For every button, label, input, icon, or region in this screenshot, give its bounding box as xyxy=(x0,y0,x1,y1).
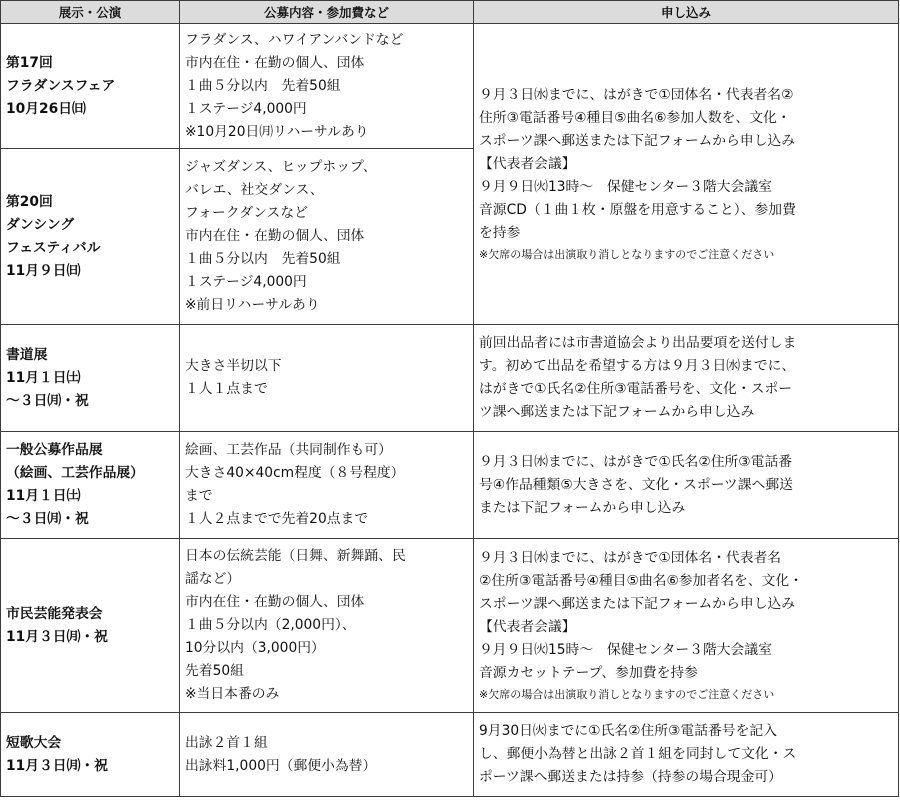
application-line: を持参 xyxy=(479,225,521,241)
details-line: １人１点まで xyxy=(185,381,268,397)
details-line: ※前日リハーサルあり xyxy=(185,297,320,313)
table-row xyxy=(1,325,899,432)
application-line: ９月９日㈫15時～ 保健センター３階大会議室 xyxy=(479,642,772,658)
application-line: はがきで①氏名②住所③電話番号を、文化・スポー xyxy=(479,381,793,397)
event-line: （絵画、工芸作品展） xyxy=(6,465,144,481)
application-cell xyxy=(474,539,899,713)
application-line: ②住所③電話番号④種目⑤曲名⑥参加者名を、文化・ xyxy=(479,573,803,589)
header-application: 申し込み xyxy=(474,1,899,24)
details-line: バレエ、社交ダンス、 xyxy=(185,182,324,198)
details-line: １ステージ4,000円 xyxy=(185,274,307,290)
event-cell xyxy=(1,432,180,539)
application-cell xyxy=(474,432,899,539)
event-line: 11月１日㈯ xyxy=(6,369,81,386)
application-line: 【代表者会議】 xyxy=(479,156,576,172)
details-line: 出詠料1,000円（郵便小為替） xyxy=(185,757,377,774)
application-line: 号④作品種類⑤大きさを、文化・スポーツ課へ郵送 xyxy=(479,476,793,493)
details-cell xyxy=(180,432,474,539)
application-line: 9月30日㈫までに①氏名②住所③電話番号を記入 xyxy=(479,723,777,739)
event-line: 第17回 xyxy=(6,54,53,71)
event-line: 市民芸能発表会 xyxy=(6,605,103,622)
header-details: 公募内容・参加費など xyxy=(180,1,474,24)
application-line: ９月９日㈫13時～ 保健センター３階大会議室 xyxy=(479,179,772,195)
event-line: 11月３日㈪・祝 xyxy=(6,757,108,774)
event-line: 11月３日㈪・祝 xyxy=(6,628,108,645)
details-line: 大きさ40×40cm程度（８号程度） xyxy=(185,465,405,481)
event-line: 11月９日㈰ xyxy=(6,262,81,279)
details-line: フォークダンスなど xyxy=(185,205,308,221)
application-line: または下記フォームから申し込み xyxy=(479,499,686,516)
application-cell xyxy=(474,24,899,325)
details-line: ジャズダンス、ヒップホップ、 xyxy=(185,159,377,175)
header-exhibition: 展示・公演 xyxy=(1,1,180,24)
details-cell xyxy=(180,713,474,797)
event-line: 10月26日㈰ xyxy=(6,100,86,117)
details-line: フラダンス、ハワイアンバンドなど xyxy=(185,31,404,48)
application-line: 住所③電話番号④種目⑤曲名⑥参加人数を、文化・ xyxy=(479,110,791,126)
details-cell xyxy=(180,325,474,432)
application-note: ※欠席の場合は出演取り消しとなりますのでご注意ください xyxy=(479,248,775,261)
application-line: スポーツ課へ郵送または下記フォームから申し込み xyxy=(479,596,796,612)
details-line: ※当日本番のみ xyxy=(185,686,280,702)
details-line: ※10月20日㈪リハーサルあり xyxy=(185,123,369,140)
table-row xyxy=(1,432,899,539)
application-note: ※欠席の場合は出演取り消しとなりますのでご注意ください xyxy=(479,688,775,701)
application-line: スポーツ課へ郵送または下記フォームから申し込み xyxy=(479,133,796,149)
details-line: 謡など） xyxy=(185,571,241,587)
event-cell xyxy=(1,713,180,797)
application-line: す。初めて出品を希望する方は９月３日㈬までに、 xyxy=(479,358,796,374)
event-cell xyxy=(1,24,180,149)
details-line: １ステージ4,000円 xyxy=(185,100,307,117)
event-line: ～３日㈪・祝 xyxy=(6,511,89,527)
event-line: ダンシング xyxy=(6,216,75,233)
details-line: 市内在住・在勤の個人、団体 xyxy=(185,228,365,244)
application-line: ９月３日㈬までに、はがきで①団体名・代表者名② xyxy=(479,87,794,103)
details-line: 市内在住・在勤の個人、団体 xyxy=(185,54,365,71)
details-line: 出詠２首１組 xyxy=(185,734,268,751)
details-line: １曲５分以内（2,000円）、 xyxy=(185,617,356,633)
event-line: 11月１日㈯ xyxy=(6,488,81,504)
event-line: ～３日㈪・祝 xyxy=(6,392,89,409)
application-line: ツ課へ郵送または下記フォームから申し込み xyxy=(479,404,755,420)
event-cell xyxy=(1,149,180,325)
application-cell xyxy=(474,713,899,797)
details-line: １人２点までで先着20点まで xyxy=(185,511,369,527)
application-line: 音源カセットテープ、参加費を持参 xyxy=(479,665,698,681)
event-line: フラダンスフェア xyxy=(6,77,116,94)
event-cell xyxy=(1,325,180,432)
application-line: 前回出品者には市書道協会より出品要項を送付しま xyxy=(479,335,797,351)
application-line: ９月３日㈬までに、はがきで①団体名・代表者名 xyxy=(479,550,782,566)
table-body xyxy=(1,24,899,797)
application-line: ポーツ課へ郵送または持参（持参の場合現金可） xyxy=(479,769,782,785)
table-row xyxy=(1,713,899,797)
event-cell xyxy=(1,539,180,713)
details-line: 先着50組 xyxy=(185,663,244,679)
details-line: １曲５分以内 先着50組 xyxy=(185,77,341,94)
details-line: 市内在住・在勤の個人、団体 xyxy=(185,594,365,610)
details-line: 大きさ半切以下 xyxy=(185,358,282,374)
table-row xyxy=(1,24,899,149)
table-header-row xyxy=(1,1,899,24)
table-row xyxy=(1,539,899,713)
details-cell xyxy=(180,149,474,325)
details-line: まで xyxy=(185,488,213,504)
application-cell xyxy=(474,325,899,432)
application-line: 音源CD（１曲１枚・原盤を用意すること）、参加費 xyxy=(479,202,796,218)
event-line: フェスティバル xyxy=(6,239,101,256)
event-line: 短歌大会 xyxy=(6,734,62,751)
event-line: 一般公募作品展 xyxy=(6,442,103,458)
details-line: 絵画、工芸作品（共同制作も可） xyxy=(185,442,392,458)
details-cell xyxy=(180,539,474,713)
event-line: 書道展 xyxy=(6,346,48,363)
event-line: 第20回 xyxy=(6,193,53,210)
application-line: ９月３日㈬までに、はがきで①氏名②住所③電話番 xyxy=(479,453,793,470)
details-line: 10分以内（3,000円） xyxy=(185,640,325,656)
details-line: １曲５分以内 先着50組 xyxy=(185,251,341,267)
details-line: 日本の伝統芸能（日舞、新舞踊、民 xyxy=(185,548,406,564)
details-cell xyxy=(180,24,474,149)
application-line: し、郵便小為替と出詠２首１組を同封して文化・ス xyxy=(479,746,797,762)
application-line: 【代表者会議】 xyxy=(479,619,576,635)
